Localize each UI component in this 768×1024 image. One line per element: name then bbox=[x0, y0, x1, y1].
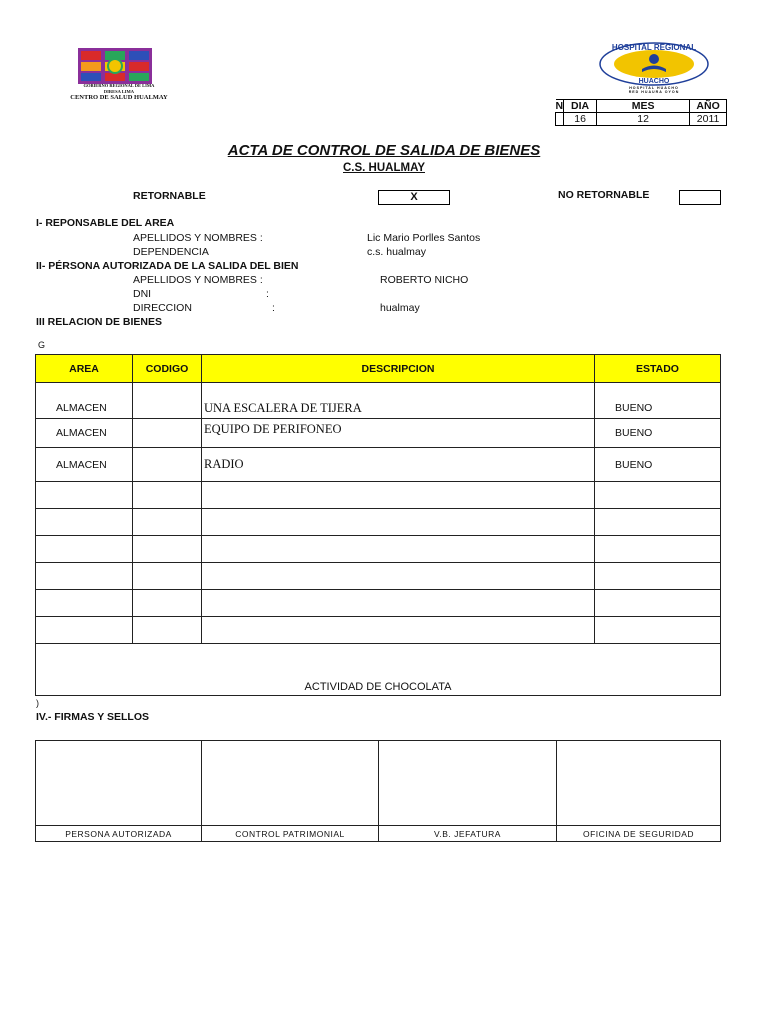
section4-heading: IV.- FIRMAS Y SELLOS bbox=[36, 711, 149, 723]
cell-area bbox=[36, 509, 133, 536]
stray-mark: G bbox=[38, 340, 46, 350]
cell-estado bbox=[595, 563, 721, 590]
signature-label-seguridad: OFICINA DE SEGURIDAD bbox=[557, 826, 721, 842]
column-header-estado: ESTADO bbox=[595, 355, 721, 383]
section2-colon-direccion: : bbox=[272, 302, 275, 314]
gobierno-regional-logo bbox=[78, 48, 152, 84]
table-row bbox=[36, 419, 721, 448]
table-row bbox=[36, 482, 721, 509]
hospital-logo-title: HOSPITAL REGIONAL bbox=[611, 43, 697, 52]
cell-estado: BUENO bbox=[595, 448, 721, 482]
left-logo-caption: GOBIERNO REGIONAL DE LIMA DIRESA LIMA CENTRO DE SALUD HUALMAY bbox=[70, 83, 168, 101]
table-footer-note: ACTIVIDAD DE CHOCOLATA bbox=[36, 644, 721, 696]
cell-area bbox=[36, 536, 133, 563]
hospital-logo-sub1: HOSPITAL HUACHO bbox=[629, 86, 679, 90]
column-header-area: AREA bbox=[36, 355, 133, 383]
section1-value-names: Lic Mario Porlles Santos bbox=[367, 232, 481, 244]
document-subtitle: C.S. HUALMAY bbox=[343, 162, 425, 174]
hospital-logo-sub2: RED HUAURA OYON bbox=[628, 90, 680, 94]
table-row bbox=[36, 383, 721, 419]
cell-descripcion: RADIO bbox=[202, 448, 595, 482]
date-header-n: N bbox=[555, 100, 564, 112]
cell-codigo bbox=[133, 536, 202, 563]
stray-paren: ) bbox=[36, 698, 39, 708]
section1-heading: I- REPONSABLE DEL AREA bbox=[36, 217, 175, 229]
table-row bbox=[36, 509, 721, 536]
document-title: ACTA DE CONTROL DE SALIDA DE BIENES bbox=[227, 142, 541, 159]
cell-area bbox=[36, 482, 133, 509]
date-header-mes: MES bbox=[597, 100, 690, 113]
retornable-checkbox[interactable]: X bbox=[378, 190, 450, 205]
hospital-regional-logo bbox=[598, 42, 710, 94]
no-retornable-checkbox[interactable] bbox=[679, 190, 721, 205]
signature-label-persona: PERSONA AUTORIZADA bbox=[36, 826, 202, 842]
cell-descripcion bbox=[202, 563, 595, 590]
date-value-ano: 2011 bbox=[690, 113, 727, 126]
cell-descripcion bbox=[202, 509, 595, 536]
cell-estado bbox=[595, 590, 721, 617]
cell-codigo bbox=[133, 563, 202, 590]
cell-codigo bbox=[133, 590, 202, 617]
signature-box-persona[interactable] bbox=[36, 741, 202, 826]
date-value-mes: 12 bbox=[597, 113, 690, 126]
cell-descripcion: EQUIPO DE PERIFONEO bbox=[202, 419, 595, 448]
cell-descripcion bbox=[202, 536, 595, 563]
table-row bbox=[36, 617, 721, 644]
signature-box-control[interactable] bbox=[202, 741, 379, 826]
section2-label-direccion: DIRECCION bbox=[133, 302, 192, 314]
cell-estado bbox=[595, 509, 721, 536]
cell-estado: BUENO bbox=[595, 419, 721, 448]
date-header-ano: AÑO bbox=[690, 100, 727, 113]
section2-value-direccion: hualmay bbox=[380, 302, 420, 314]
table-row bbox=[36, 590, 721, 617]
cell-descripcion: UNA ESCALERA DE TIJERA bbox=[202, 383, 595, 419]
cell-area bbox=[36, 563, 133, 590]
signature-label-control: CONTROL PATRIMONIAL bbox=[202, 826, 379, 842]
section1-label-names: APELLIDOS Y NOMBRES : bbox=[133, 232, 263, 244]
cell-area: ALMACEN bbox=[36, 448, 133, 482]
section2-colon-dni: : bbox=[266, 288, 269, 300]
date-value-dia: 16 bbox=[564, 113, 597, 126]
cell-descripcion bbox=[202, 617, 595, 644]
table-row bbox=[36, 536, 721, 563]
cell-codigo bbox=[133, 383, 202, 419]
section1-label-dependencia: DEPENDENCIA bbox=[133, 246, 209, 258]
date-header-dia: DIA bbox=[564, 100, 597, 113]
table-row bbox=[36, 448, 721, 482]
cell-estado bbox=[595, 617, 721, 644]
cell-codigo bbox=[133, 482, 202, 509]
cell-codigo bbox=[133, 509, 202, 536]
hospital-logo-city: HUACHO bbox=[638, 78, 670, 85]
section1-value-dependencia: c.s. hualmay bbox=[367, 246, 426, 258]
cell-descripcion bbox=[202, 482, 595, 509]
retornable-label: RETORNABLE bbox=[133, 190, 206, 202]
signature-box-seguridad[interactable] bbox=[557, 741, 721, 826]
section2-heading: II- PÉRSONA AUTORIZADA DE LA SALIDA DEL BIEN bbox=[36, 260, 299, 272]
table-row bbox=[36, 563, 721, 590]
signature-table bbox=[35, 740, 721, 842]
cell-codigo bbox=[133, 448, 202, 482]
cell-codigo bbox=[133, 419, 202, 448]
date-box bbox=[555, 99, 727, 126]
signature-box-jefatura[interactable] bbox=[379, 741, 557, 826]
cell-estado: BUENO bbox=[595, 383, 721, 419]
cell-estado bbox=[595, 536, 721, 563]
section3-heading: III RELACION DE BIENES bbox=[36, 316, 163, 328]
no-retornable-label: NO RETORNABLE bbox=[558, 189, 650, 201]
column-header-codigo: CODIGO bbox=[133, 355, 202, 383]
section2-label-names: APELLIDOS Y NOMBRES : bbox=[133, 274, 263, 286]
cell-area bbox=[36, 590, 133, 617]
signature-label-jefatura: V.B. JEFATURA bbox=[379, 826, 557, 842]
cell-area: ALMACEN bbox=[36, 383, 133, 419]
cell-codigo bbox=[133, 617, 202, 644]
cell-estado bbox=[595, 482, 721, 509]
goods-table bbox=[35, 354, 721, 696]
cell-area: ALMACEN bbox=[36, 419, 133, 448]
section2-value-names: ROBERTO NICHO bbox=[380, 274, 469, 286]
column-header-descripcion: DESCRIPCION bbox=[202, 355, 595, 383]
cell-descripcion bbox=[202, 590, 595, 617]
cell-area bbox=[36, 617, 133, 644]
date-value-n bbox=[556, 113, 564, 126]
section2-label-dni: DNI bbox=[133, 288, 152, 300]
